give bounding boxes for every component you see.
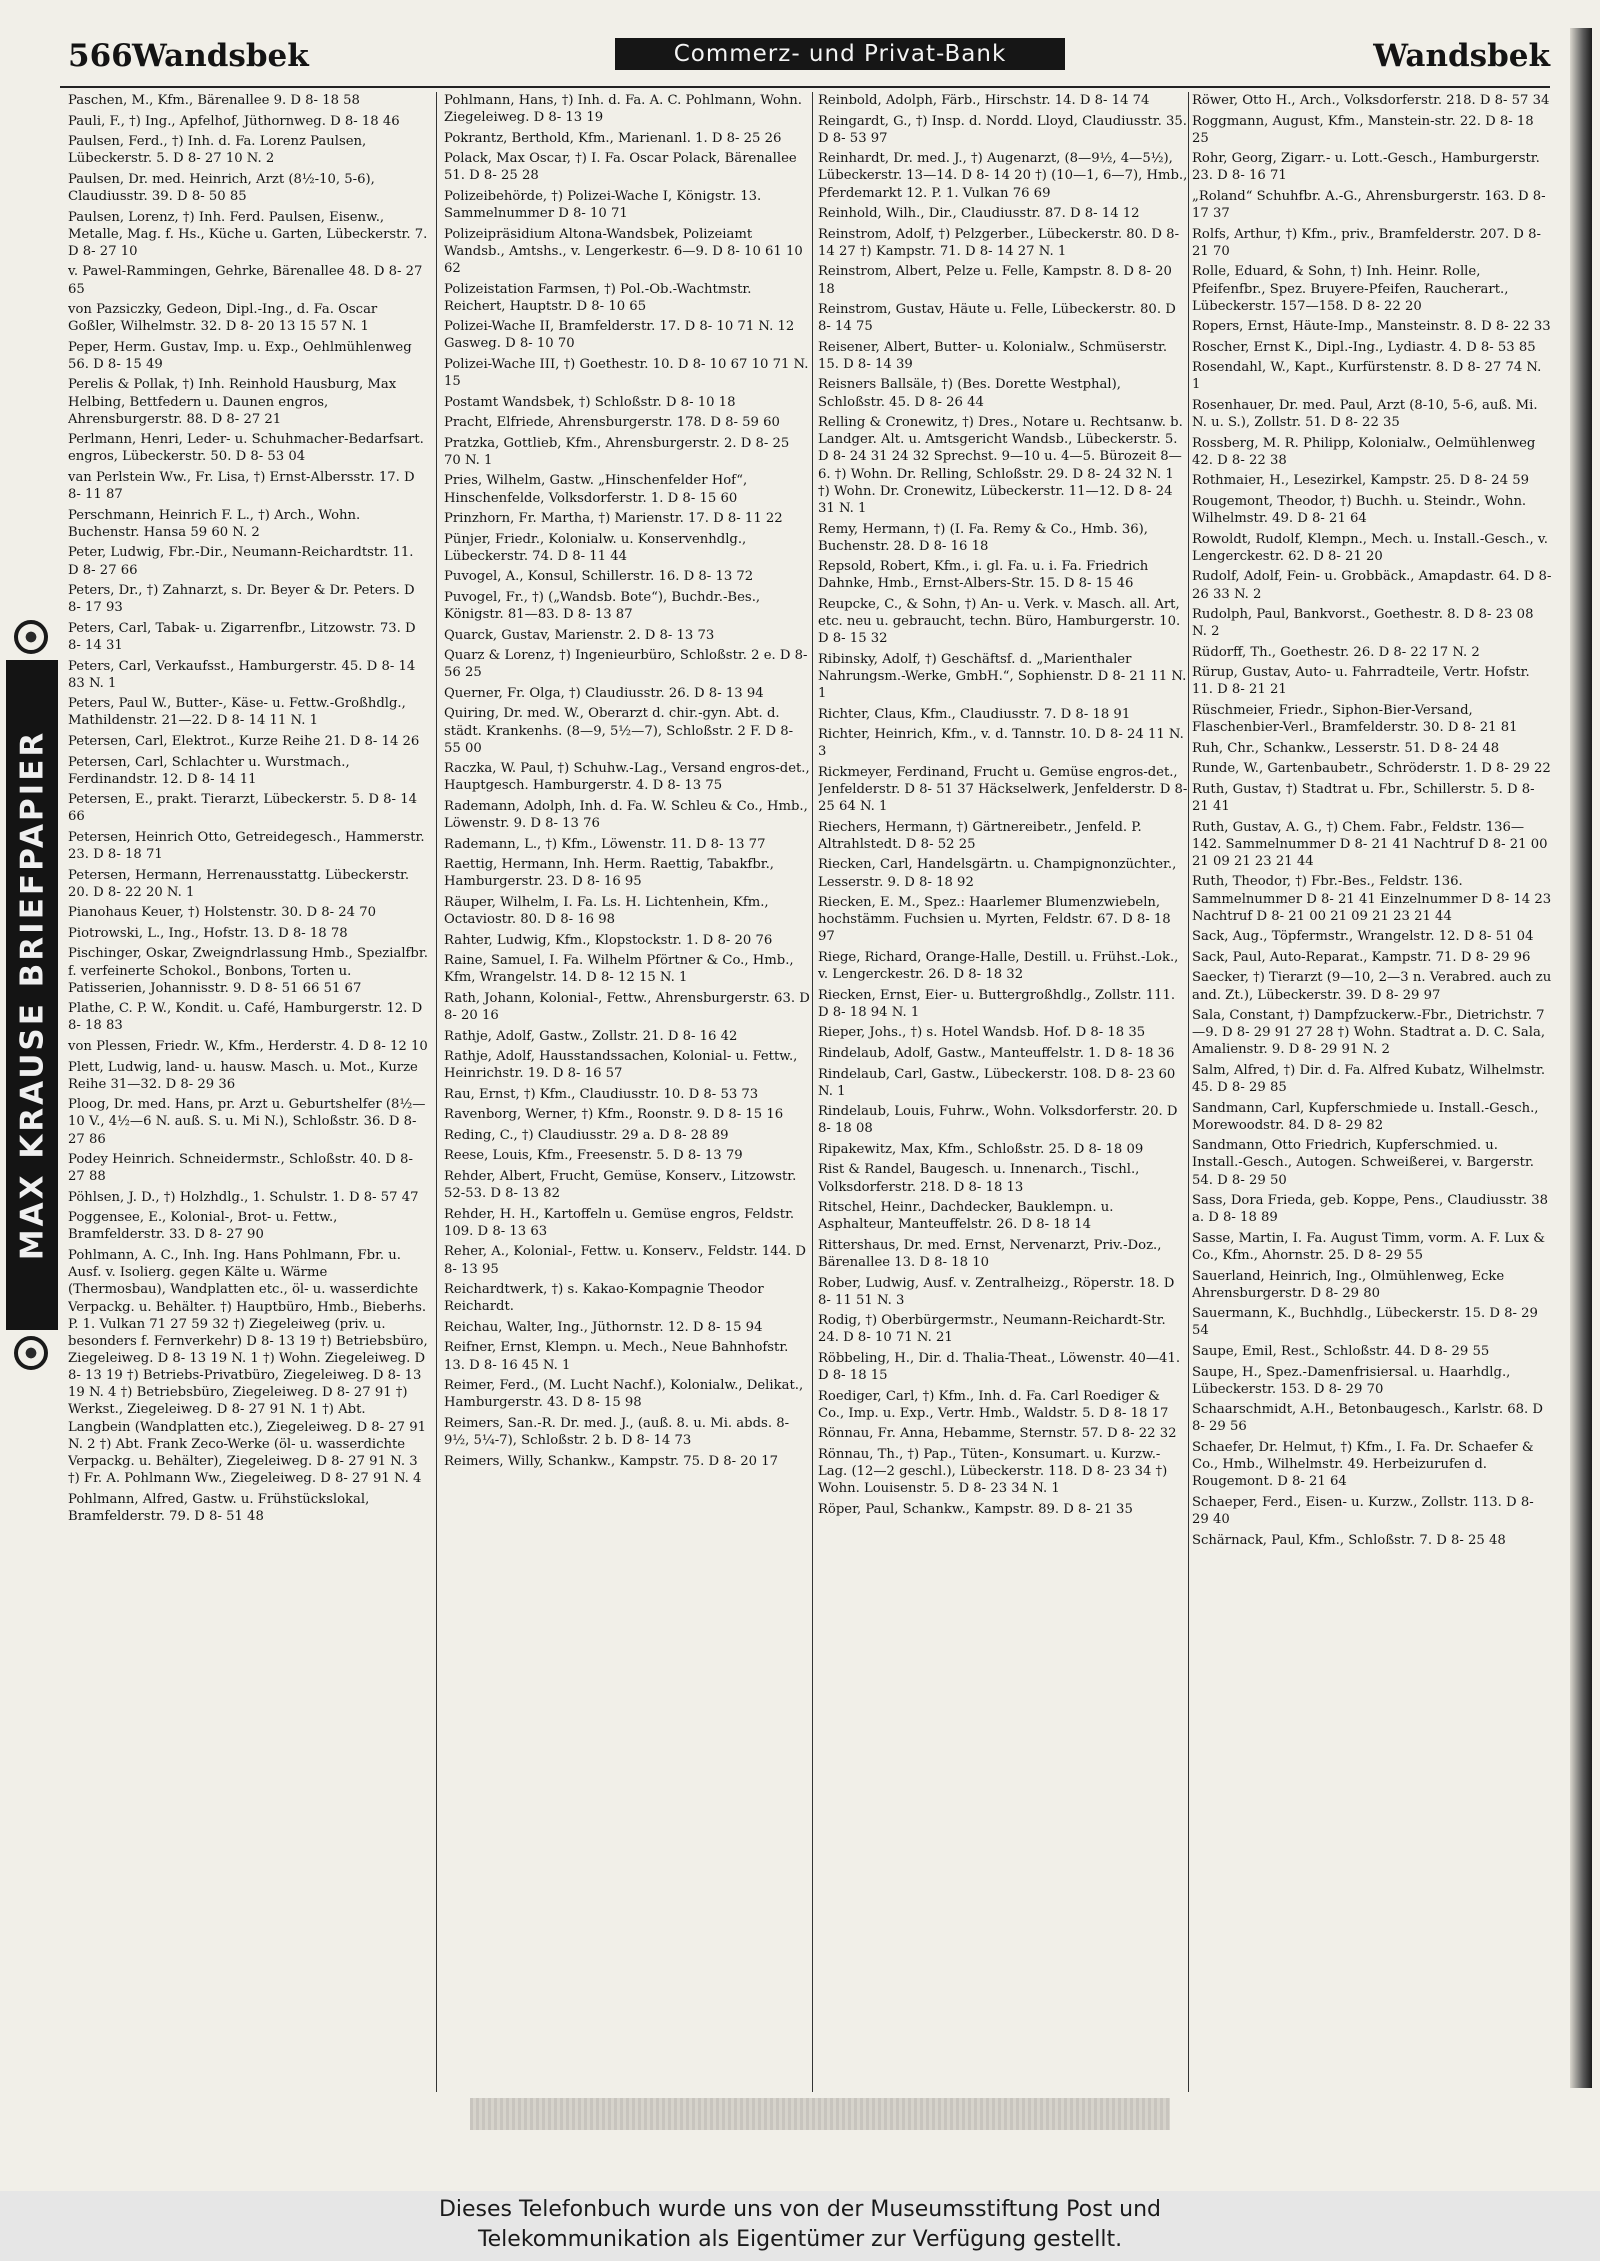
directory-entry: Sasse, Martin, I. Fa. August Timm, vorm. A. F. Lux & Co., Kfm., Ahornstr. 25. D 8- 29 55	[1192, 1230, 1545, 1264]
directory-entry: Rothmaier, H., Lesezirkel, Kampstr. 25. D 8- 24 59	[1192, 473, 1530, 489]
directory-entry: Saupe, H., Spez.-Damenfrisiersal. u. Haarhdlg., Lübeckerstr. 153. D 8- 29 70	[1192, 1364, 1511, 1397]
directory-entry: Reisener, Albert, Butter- u. Kolonialw., Schmüserstr. 15. D 8- 14 39	[818, 339, 1168, 372]
directory-entry: Paulsen, Lorenz, †) Inh. Ferd. Paulsen, Eisenw., Metalle, Mag. f. Hs., Küche u. Garten, Lübeckerstr. 7. D 8- 27 10	[68, 209, 428, 259]
directory-entry: Prinzhorn, Fr. Martha, †) Marienstr. 17. D 8- 11 22	[444, 511, 783, 527]
directory-entry: Salm, Alfred, †) Dir. d. Fa. Alfred Kubatz, Wilhelmstr. 45. D 8- 29 85	[1192, 1062, 1546, 1096]
directory-entry: Rolle, Eduard, & Sohn, †) Inh. Heinr. Rolle, Pfeifenfbr., Spez. Bruyere-Pfeifen, Raucherart., Lübeckerstr. 157—158. D 8- 22 20	[1192, 264, 1509, 314]
directory-entry: „Roland“ Schuhfbr. A.-G., Ahrensburgerstr. 163. D 8- 17 37	[1192, 188, 1546, 222]
directory-entry: Pauli, F., †) Ing., Apfelhof, Jüthornweg. D 8- 18 46	[68, 113, 400, 129]
directory-entry: Saecker, †) Tierarzt (9—10, 2—3 n. Verabred. auch zu and. Zt.), Lübeckerstr. 39. D 8- 29 97	[1192, 970, 1552, 1003]
directory-entry: Rau, Ernst, †) Kfm., Claudiusstr. 10. D 8- 53 73	[444, 1086, 759, 1102]
directory-entry: von Plessen, Friedr. W., Kfm., Herderstr. 4. D 8- 12 10	[68, 1038, 428, 1054]
directory-entry: Rindelaub, Carl, Gastw., Lübeckerstr. 108. D 8- 23 60 N. 1	[818, 1066, 1176, 1099]
directory-entry: Petersen, Heinrich Otto, Getreidegesch., Hammerstr. 23. D 8- 18 71	[68, 829, 425, 863]
directory-column-2	[444, 92, 810, 2097]
directory-entry: v. Pawel-Rammingen, Gehrke, Bärenallee 48. D 8- 27 65	[68, 264, 423, 297]
directory-entry: Rohr, Georg, Zigarr.- u. Lott.-Gesch., Hamburgerstr. 23. D 8- 16 71	[1192, 151, 1540, 184]
binding-ring-icon	[14, 620, 48, 654]
directory-entry: Schaarschmidt, A.H., Betonbaugesch., Karlstr. 68. D 8- 29 56	[1192, 1402, 1543, 1435]
directory-entry: Riecken, E. M., Spez.: Haarlemer Blumenzwiebeln, hochstämm. Fuchsien u. Myrten, Feldstr. 67. D 8- 18 97	[818, 895, 1171, 945]
directory-entry: Quarz & Lorenz, †) Ingenieurbüro, Schloßstr. 2 e. D 8- 56 25	[444, 648, 808, 681]
directory-entry: Pünjer, Friedr., Kolonialw. u. Konservenhdlg., Lübeckerstr. 74. D 8- 11 44	[444, 531, 747, 564]
directory-entry: Quarck, Gustav, Marienstr. 2. D 8- 13 73	[444, 627, 715, 643]
directory-entry: von Pazsiczky, Gedeon, Dipl.-Ing., d. Fa. Oscar Goßler, Wilhelmstr. 32. D 8- 20 13 15 57 N. 1	[68, 302, 378, 335]
directory-entry: Ruth, Gustav, A. G., †) Chem. Fabr., Feldstr. 136—142. Sammelnummer D 8- 21 41 Nachtruf D 8- 21 00 21 09 21 23 21 44	[1192, 819, 1548, 869]
directory-entry: Röbbeling, H., Dir. d. Thalia-Theat., Löwenstr. 40—41. D 8- 18 15	[818, 1350, 1181, 1384]
directory-entry: Reimers, San.-R. Dr. med. J., (auß. 8. u. Mi. abds. 8-9½, 5¼-7), Schloßstr. 2 b. D 8- 14 73	[444, 1415, 790, 1448]
directory-entry: Rüdorff, Th., Goethestr. 26. D 8- 22 17 N. 2	[1192, 644, 1480, 660]
directory-entry: Raettig, Hermann, Inh. Herm. Raettig, Tabakfbr., Hamburgerstr. 23. D 8- 16 95	[444, 857, 774, 890]
directory-entry: Rittershaus, Dr. med. Ernst, Nervenarzt, Priv.-Doz., Bärenallee 13. D 8- 18 10	[818, 1237, 1162, 1271]
directory-entry: Rath, Johann, Kolonial-, Fettw., Ahrensburgerstr. 63. D 8- 20 16	[444, 990, 810, 1024]
directory-entry: Pöhlsen, J. D., †) Holzhdlg., 1. Schulstr. 1. D 8- 57 47	[68, 1189, 419, 1205]
place-heading-right: Wandsbek	[1373, 38, 1550, 74]
directory-entry: Rodig, †) Oberbürgermstr., Neumann-Reichardt-Str. 24. D 8- 10 71 N. 21	[818, 1313, 1166, 1346]
side-advertisement	[6, 660, 58, 1330]
directory-entry: Piotrowski, L., Ing., Hofstr. 13. D 8- 18 78	[68, 925, 348, 941]
directory-entry: Ripakewitz, Max, Kfm., Schloßstr. 25. D 8- 18 09	[818, 1141, 1144, 1157]
directory-entry: Remy, Hermann, †) (I. Fa. Remy & Co., Hmb. 36), Buchenstr. 28. D 8- 16 18	[818, 521, 1148, 554]
directory-entry: Peper, Herm. Gustav, Imp. u. Exp., Oehlmühlenweg 56. D 8- 15 49	[68, 339, 412, 372]
directory-entry: Peters, Paul W., Butter-, Käse- u. Fettw.-Großhdlg., Mathildenstr. 21—22. D 8- 14 11 N. 1	[68, 696, 406, 729]
directory-entry: Sandmann, Carl, Kupferschmiede u. Install.-Gesch., Morewoodstr. 84. D 8- 29 82	[1192, 1100, 1539, 1133]
directory-entry: Rosenhauer, Dr. med. Paul, Arzt (8-10, 5-6, auß. Mi. N. u. S.), Zollstr. 51. D 8- 22 35	[1192, 398, 1538, 431]
directory-entry: Rudolph, Paul, Bankvorst., Goethestr. 8. D 8- 23 08 N. 2	[1192, 607, 1534, 640]
directory-entry: Pries, Wilhelm, Gastw. „Hinschenfelder Hof“, Hinschenfelde, Volksdorferstr. 1. D 8- 15 60	[444, 473, 748, 506]
scan-artifact	[470, 2098, 1170, 2130]
directory-entry: Rathje, Adolf, Gastw., Zollstr. 21. D 8- 16 42	[444, 1028, 738, 1044]
directory-entry: Peters, Dr., †) Zahnarzt, s. Dr. Beyer & Dr. Peters. D 8- 17 93	[68, 583, 415, 616]
directory-entry: Reimer, Ferd., (M. Lucht Nachf.), Kolonialw., Delikat., Hamburgerstr. 43. D 8- 15 98	[444, 1378, 804, 1411]
directory-entry: Rindelaub, Adolf, Gastw., Manteuffelstr. 1. D 8- 18 36	[818, 1045, 1175, 1061]
directory-entry: Riege, Richard, Orange-Halle, Destill. u. Frühst.-Lok., v. Lengerckestr. 26. D 8- 18 32	[818, 950, 1179, 983]
directory-entry: Paschen, M., Kfm., Bärenallee 9. D 8- 18 58	[68, 93, 360, 108]
directory-entry: Reisners Ballsäle, †) (Bes. Dorette Westphal), Schloßstr. 45. D 8- 26 44	[818, 377, 1121, 410]
directory-entry: Reichau, Walter, Ing., Jüthornstr. 12. D 8- 15 94	[444, 1319, 763, 1335]
directory-entry: Reinhardt, Dr. med. J., †) Augenarzt, (8—9½, 4—5½), Lübeckerstr. 13—14. D 8- 14 20 †) (10—1, 6—7), Hmb., Pferdemarkt 12. P. 1. Vulkan 76 69	[818, 151, 1188, 201]
column-divider	[812, 92, 813, 2092]
directory-entry: Schärnack, Paul, Kfm., Schloßstr. 7. D 8- 25 48	[1192, 1532, 1506, 1548]
archive-note: Dieses Telefonbuch wurde uns von der Museumsstiftung Post und Telekommunikation als Eigentümer zur Verfügung gestellt.	[438, 2197, 1162, 2252]
directory-entry: Pohlmann, A. C., Inh. Ing. Hans Pohlmann, Fbr. u. Ausf. v. Isolierg. gegen Kälte u. Wärme (Thermosbau), Wandplatten etc., öl- u. wasserdichte Verpackg. u. Behälter. †) Hauptbüro, Hmb., Bieberhs. P. 1. Vulkan 71 27 59 32 †) Ziegeleiweg (priv. u. besonders f. Fernverkehr) D 8- 13 19 †) Betriebsbüro, Ziegeleiweg. D 8- 13 19 N. 1 †) Wohn. Ziegeleiweg. D 8- 13 19 †) Betriebs-Privatbüro, Ziegeleiweg. D 8- 13 19 N. 4 †) Betriebsbüro, Ziegeleiweg. D 8- 27 91 †) Werkst., Ziegeleiweg. D 8- 27 91 N. 1 †) Abt. Langbein (Wandplatten etc.), Ziegeleiweg. D 8- 27 91 N. 2 †) Abt. Frank Zeco-Werke (öl- u. wasserdichte Verpackg. u. Behälter), Ziegeleiweg. D 8- 27 91 N. 3 †) Fr. A. Pohlmann Ww., Ziegeleiweg. D 8- 27 91 N. 4	[68, 1248, 428, 1487]
directory-entry: Rossberg, M. R. Philipp, Kolonialw., Oelmühlenweg 42. D 8- 22 38	[1192, 435, 1536, 468]
directory-entry: Peters, Carl, Verkaufsst., Hamburgerstr. 45. D 8- 14 83 N. 1	[68, 658, 416, 691]
directory-entry: Petersen, E., prakt. Tierarzt, Lübeckerstr. 5. D 8- 14 66	[68, 792, 417, 825]
directory-entry: Reichardtwerk, †) s. Kakao-Kompagnie Theodor Reichardt.	[444, 1282, 764, 1315]
directory-entry: Repsold, Robert, Kfm., i. gl. Fa. u. i. Fa. Friedrich Dahnke, Hmb., Ernst-Albers-Str. 15. D 8- 15 46	[818, 559, 1149, 592]
directory-entry: Sack, Aug., Töpfermstr., Wrangelstr. 12. D 8- 51 04	[1192, 929, 1534, 945]
directory-entry: Polizei-Wache III, †) Goethestr. 10. D 8- 10 67 10 71 N. 15	[444, 356, 809, 390]
directory-entry: Roscher, Ernst K., Dipl.-Ing., Lydiastr. 4. D 8- 53 85	[1192, 339, 1536, 355]
directory-entry: Rindelaub, Louis, Fuhrw., Wohn. Volksdorferstr. 20. D 8- 18 08	[818, 1104, 1178, 1137]
place-heading-left: Wandsbek	[132, 38, 309, 74]
directory-entry: Pischinger, Oskar, Zweigndrlassung Hmb., Spezialfbr. f. verfeinerte Schokol., Bonbons, Torten u. Patisserien, Johannisstr. 9. D 8- 51 66 51 67	[68, 946, 428, 996]
directory-entry: Schaefer, Dr. Helmut, †) Kfm., I. Fa. Dr. Schaefer & Co., Hmb., Wilhelmstr. 49. Herbeizurufen d. Rougemont. D 8- 21 64	[1192, 1439, 1534, 1490]
directory-entry: Rehder, Albert, Frucht, Gemüse, Konserv., Litzowstr. 52-53. D 8- 13 82	[444, 1169, 797, 1202]
directory-entry: Peters, Carl, Tabak- u. Zigarrenfbr., Litzowstr. 73. D 8- 14 31	[68, 620, 416, 653]
directory-entry: Pohlmann, Hans, †) Inh. d. Fa. A. C. Pohlmann, Wohn. Ziegeleiweg. D 8- 13 19	[444, 93, 802, 126]
directory-entry: Perelis & Pollak, †) Inh. Reinhold Hausburg, Max Helbing, Bettfedern u. Daunen engros, Ahrensburgerstr. 88. D 8- 27 21	[68, 377, 397, 427]
directory-entry: Richter, Heinrich, Kfm., v. d. Tannstr. 10. D 8- 24 11 N. 3	[818, 727, 1184, 760]
directory-entry: Pianohaus Keuer, †) Holstenstr. 30. D 8- 24 70	[68, 905, 377, 921]
directory-entry: Rönnau, Th., †) Pap., Tüten-, Konsumart. u. Kurzw.-Lag. (12—2 geschl.), Lübeckerstr. 118. D 8- 23 34 †) Wohn. Louisenstr. 5. D 8- 23 34 N. 1	[818, 1446, 1168, 1497]
directory-entry: Sala, Constant, †) Dampfzuckerw.-Fbr., Dietrichstr. 7—9. D 8- 29 91 27 28 †) Wohn. Stadtrat a. D. C. Sala, Amalienstr. 9. D 8- 29 91 N. 2	[1192, 1008, 1546, 1058]
page-number: 566	[68, 38, 133, 74]
directory-entry: Röper, Paul, Schankw., Kampstr. 89. D 8- 21 35	[818, 1501, 1133, 1517]
directory-entry: Polizeipräsidium Altona-Wandsbek, Polizeiamt Wandsb., Amtshs., v. Lengerkestr. 6—9. D 8- 10 61 10 62	[444, 226, 803, 276]
directory-entry: Rudolf, Adolf, Fein- u. Grobbäck., Amapdastr. 64. D 8- 26 33 N. 2	[1192, 569, 1552, 602]
directory-entry: Reinbold, Adolph, Färb., Hirschstr. 14. D 8- 14 74	[818, 93, 1150, 108]
column-divider	[436, 92, 437, 2092]
page-binding-edge	[1570, 28, 1592, 2088]
directory-entry: Poggensee, E., Kolonial-, Brot- u. Fettw., Bramfelderstr. 33. D 8- 27 90	[68, 1210, 338, 1243]
directory-entry: Reinstrom, Gustav, Häute u. Felle, Lübeckerstr. 80. D 8- 14 75	[818, 302, 1176, 335]
directory-entry: Roggmann, August, Kfm., Manstein-str. 22. D 8- 18 25	[1192, 113, 1534, 146]
directory-entry: Puvogel, Fr., †) („Wandsb. Bote“), Buchdr.-Bes., Königstr. 81—83. D 8- 13 87	[444, 589, 761, 623]
header-rule	[60, 86, 1550, 88]
directory-entry: Rober, Ludwig, Ausf. v. Zentralheizg., Röperstr. 18. D 8- 11 51 N. 3	[818, 1275, 1175, 1308]
directory-entry: Podey Heinrich. Schneidermstr., Schloßstr. 40. D 8- 27 88	[68, 1152, 413, 1185]
directory-entry: Polizeibehörde, †) Polizei-Wache I, Königstr. 13. Sammelnummer D 8- 10 71	[444, 188, 762, 222]
directory-entry: Rademann, Adolph, Inh. d. Fa. W. Schleu & Co., Hmb., Löwenstr. 9. D 8- 13 76	[444, 798, 808, 832]
directory-entry: Rathje, Adolf, Hausstandssachen, Kolonial- u. Fettw., Heinrichstr. 19. D 8- 16 57	[444, 1049, 798, 1082]
directory-entry: Ropers, Ernst, Häute-Imp., Mansteinstr. 8. D 8- 22 33	[1192, 319, 1551, 335]
directory-entry: Sauermann, K., Buchhdlg., Lübeckerstr. 15. D 8- 29 54	[1192, 1306, 1538, 1339]
directory-entry: Röwer, Otto H., Arch., Volksdorferstr. 218. D 8- 57 34	[1192, 93, 1550, 108]
side-advertisement-text: MAX KRAUSE BRIEFPAPIER	[14, 729, 50, 1261]
directory-entry: Ruth, Gustav, †) Stadtrat u. Fbr., Schillerstr. 5. D 8- 21 41	[1192, 781, 1535, 814]
directory-entry: Rickmeyer, Ferdinand, Frucht u. Gemüse engros-det., Jenfelderstr. D 8- 51 37 Häckselwerk, Jenfelderstr. D 8- 25 64 N. 1	[818, 764, 1188, 815]
directory-entry: Perlmann, Henri, Leder- u. Schuhmacher-Bedarfsart. engros, Lübeckerstr. 50. D 8- 53 04	[68, 432, 424, 465]
directory-entry: Sack, Paul, Auto-Reparat., Kampstr. 71. D 8- 29 96	[1192, 949, 1531, 965]
directory-entry: Rosendahl, W., Kapt., Kurfürstenstr. 8. D 8- 27 74 N. 1	[1192, 360, 1542, 393]
directory-entry: Pohlmann, Alfred, Gastw. u. Frühstückslokal, Bramfelderstr. 79. D 8- 51 48	[68, 1491, 370, 1524]
page-header	[60, 34, 1550, 80]
directory-entry: Reinstrom, Adolf, †) Pelzgerber., Lübeckerstr. 80. D 8- 14 27 †) Kampstr. 71. D 8- 14 27 N. 1	[818, 226, 1180, 259]
directory-entry: Plathe, C. P. W., Kondit. u. Café, Hamburgerstr. 12. D 8- 18 83	[68, 1001, 423, 1034]
directory-entry: Rahter, Ludwig, Kfm., Klopstockstr. 1. D 8- 20 76	[444, 932, 773, 948]
directory-entry: Petersen, Hermann, Herrenausstattg. Lübeckerstr. 20. D 8- 22 20 N. 1	[68, 867, 410, 900]
directory-entry: Quiring, Dr. med. W., Oberarzt d. chir.-gyn. Abt. d. städt. Krankenhs. (8—9, 5½—7), Schloßstr. 2 F. D 8- 55 00	[444, 706, 794, 756]
directory-column-3	[818, 92, 1188, 2097]
directory-entry: Räuper, Wilhelm, I. Fa. Ls. H. Lichtenhein, Kfm., Octaviostr. 80. D 8- 16 98	[444, 894, 769, 928]
directory-entry: Rist & Randel, Baugesch. u. Innenarch., Tischl., Volksdorferstr. 218. D 8- 18 13	[818, 1162, 1140, 1195]
directory-entry: Ravenborg, Werner, †) Kfm., Roonstr. 9. D 8- 15 16	[444, 1107, 784, 1123]
directory-entry: Reinstrom, Albert, Pelze u. Felle, Kampstr. 8. D 8- 20 18	[818, 264, 1172, 297]
directory-entry: Pratzka, Gottlieb, Kfm., Ahrensburgerstr. 2. D 8- 25 70 N. 1	[444, 435, 790, 468]
directory-entry: Reingardt, G., †) Insp. d. Nordd. Lloyd, Claudiusstr. 35. D 8- 53 97	[818, 113, 1187, 146]
directory-entry: Riecken, Carl, Handelsgärtn. u. Champignonzüchter., Lesserstr. 9. D 8- 18 92	[818, 857, 1177, 890]
directory-entry: Rademann, L., †) Kfm., Löwenstr. 11. D 8- 13 77	[444, 836, 766, 852]
directory-entry: Roediger, Carl, †) Kfm., Inh. d. Fa. Carl Roediger & Co., Imp. u. Exp., Vertr. Hmb., Waldstr. 5. D 8- 18 17	[818, 1388, 1169, 1421]
directory-entry: Raine, Samuel, I. Fa. Wilhelm Pförtner & Co., Hmb., Kfm, Wrangelstr. 14. D 8- 12 15 N. 1	[444, 953, 794, 986]
directory-entry: Postamt Wandsbek, †) Schloßstr. D 8- 10 18	[444, 394, 736, 410]
directory-entry: Riechers, Hermann, †) Gärtnereibetr., Jenfeld. P. Altrahlstedt. D 8- 52 25	[818, 819, 1142, 852]
directory-entry: Petersen, Carl, Schlachter u. Wurstmach., Ferdinandstr. 12. D 8- 14 11	[68, 754, 350, 787]
directory-entry: Sandmann, Otto Friedrich, Kupferschmied. u. Install.-Gesch., Autogen. Schweißerei, v. Bargerstr. 54. D 8- 29 50	[1192, 1138, 1534, 1188]
directory-entry: Polack, Max Oscar, †) I. Fa. Oscar Polack, Bärenallee 51. D 8- 25 28	[444, 151, 797, 184]
binding-ring-icon	[14, 1336, 48, 1370]
directory-entry: Richter, Claus, Kfm., Claudiusstr. 7. D 8- 18 91	[818, 706, 1131, 722]
directory-entry: Polizeistation Farmsen, †) Pol.-Ob.-Wachtmstr. Reichert, Hauptstr. D 8- 10 65	[444, 281, 752, 314]
directory-entry: Rougemont, Theodor, †) Buchh. u. Steindr., Wohn. Wilhelmstr. 49. D 8- 21 64	[1192, 493, 1527, 527]
directory-entry: Pokrantz, Berthold, Kfm., Marienanl. 1. D 8- 25 26	[444, 130, 782, 146]
directory-entry: Raczka, W. Paul, †) Schuhw.-Lag., Versand engros-det., Hauptgesch. Hamburgerstr. 4. D 8- 13 75	[444, 761, 810, 794]
directory-entry: Sauerland, Heinrich, Ing., Olmühlenweg, Ecke Ahrensburgerstr. D 8- 29 80	[1192, 1268, 1505, 1301]
directory-entry: Paulsen, Ferd., †) Inh. d. Fa. Lorenz Paulsen, Lübeckerstr. 5. D 8- 27 10 N. 2	[68, 134, 367, 167]
directory-entry: van Perlstein Ww., Fr. Lisa, †) Ernst-Albersstr. 17. D 8- 11 87	[68, 470, 415, 503]
directory-entry: Rürup, Gustav, Auto- u. Fahrradteile, Vertr. Hofstr. 11. D 8- 21 21	[1192, 665, 1530, 698]
directory-entry: Riecken, Ernst, Eier- u. Buttergroßhdlg., Zollstr. 111. D 8- 18 94 N. 1	[818, 987, 1176, 1020]
directory-entry: Polizei-Wache II, Bramfelderstr. 17. D 8- 10 71 N. 12 Gasweg. D 8- 10 70	[444, 319, 795, 352]
directory-entry: Reher, A., Kolonial-, Fettw. u. Konserv., Feldstr. 144. D 8- 13 95	[444, 1244, 806, 1277]
directory-entry: Reimers, Willy, Schankw., Kampstr. 75. D 8- 20 17	[444, 1453, 779, 1469]
directory-entry: Ribinsky, Adolf, †) Geschäftsf. d. „Marienthaler Nahrungsm.-Werke, GmbH.“, Sophienstr. D 8- 21 11 N. 1	[818, 651, 1187, 702]
directory-entry: Saupe, Emil, Rest., Schloßstr. 44. D 8- 29 55	[1192, 1343, 1490, 1359]
directory-entry: Rönnau, Fr. Anna, Hebamme, Sternstr. 57. D 8- 22 32	[818, 1426, 1177, 1442]
directory-entry: Ruh, Chr., Schankw., Lesserstr. 51. D 8- 24 48	[1192, 740, 1500, 756]
directory-entry: Reese, Louis, Kfm., Freesenstr. 5. D 8- 13 79	[444, 1148, 743, 1164]
directory-entry: Reifner, Ernst, Klempn. u. Mech., Neue Bahnhofstr. 13. D 8- 16 45 N. 1	[444, 1340, 789, 1373]
directory-entry: Reupcke, C., & Sohn, †) An- u. Verk. v. Masch. all. Art, etc. neu u. gebraucht, techn. Büro, Hamburgerstr. 10. D 8- 15 32	[818, 596, 1181, 647]
directory-entry: Reinhold, Wilh., Dir., Claudiusstr. 87. D 8- 14 12	[818, 206, 1140, 222]
directory-entry: Ploog, Dr. med. Hans, pr. Arzt u. Geburtshelfer (8½—10 V., 4½—6 N. auß. S. u. Mi N.), Schloßstr. 36. D 8- 27 86	[68, 1097, 426, 1147]
directory-entry: Runde, W., Gartenbaubetr., Schröderstr. 1. D 8- 29 22	[1192, 761, 1551, 777]
directory-entry: Puvogel, A., Konsul, Schillerstr. 16. D 8- 13 72	[444, 569, 754, 585]
directory-entry: Rehder, H. H., Kartoffeln u. Gemüse engros, Feldstr. 109. D 8- 13 63	[444, 1206, 795, 1239]
directory-entry: Reding, C., †) Claudiusstr. 29 a. D 8- 28 89	[444, 1127, 729, 1143]
directory-entry: Relling & Cronewitz, †) Dres., Notare u. Rechtsanw. b. Landger. Alt. u. Amtsgericht Wandsb., Lübeckerstr. 5. D 8- 24 31 24 32 Sprechst. 9—10 u. 4—5. Bürozeit 8—6. †) Wohn. Dr. Relling, Schloßstr. 29. D 8- 24 32 N. 1 †) Wohn. Dr. Cronewitz, Lübeckerstr. 11—12. D 8- 24 31 N. 1	[818, 415, 1183, 516]
directory-entry: Pracht, Elfriede, Ahrensburgerstr. 178. D 8- 59 60	[444, 415, 780, 431]
directory-entry: Rüschmeier, Friedr., Siphon-Bier-Versand, Flaschenbier-Verl., Bramfelderstr. 30. D 8- 21 81	[1192, 703, 1518, 736]
directory-entry: Rieper, Johs., †) s. Hotel Wandsb. Hof. D 8- 18 35	[818, 1025, 1146, 1041]
directory-entry: Peter, Ludwig, Fbr.-Dir., Neumann-Reichardtstr. 11. D 8- 27 66	[68, 545, 414, 578]
archive-footer	[0, 2191, 1600, 2261]
directory-entry: Paulsen, Dr. med. Heinrich, Arzt (8½-10, 5-6), Claudiusstr. 39. D 8- 50 85	[68, 171, 375, 204]
directory-column-1	[68, 92, 428, 2097]
bank-advertisement-banner: Commerz- und Privat-Bank	[615, 38, 1065, 70]
directory-entry: Sass, Dora Frieda, geb. Koppe, Pens., Claudiusstr. 38 a. D 8- 18 89	[1192, 1193, 1549, 1226]
directory-entry: Perschmann, Heinrich F. L., †) Arch., Wohn. Buchenstr. Hansa 59 60 N. 2	[68, 507, 361, 540]
directory-entry: Ruth, Theodor, †) Fbr.-Bes., Feldstr. 136. Sammelnummer D 8- 21 41 Einzelnummer D 8- 14 23 Nachtruf D 8- 21 00 21 09 21 23 21 44	[1192, 874, 1552, 924]
directory-entry: Rowoldt, Rudolf, Klempn., Mech. u. Install.-Gesch., v. Lengerckestr. 62. D 8- 21 20	[1192, 531, 1548, 564]
directory-entry: Ritschel, Heinr., Dachdecker, Bauklempn. u. Asphalteur, Manteuffelstr. 26. D 8- 18 14	[818, 1200, 1114, 1233]
directory-entry: Schaeper, Ferd., Eisen- u. Kurzw., Zollstr. 113. D 8- 29 40	[1192, 1494, 1534, 1527]
directory-column-4	[1192, 92, 1552, 2097]
directory-entry: Rolfs, Arthur, †) Kfm., priv., Bramfelderstr. 207. D 8- 21 70	[1192, 226, 1541, 259]
directory-entry: Plett, Ludwig, land- u. hausw. Masch. u. Mot., Kurze Reihe 31—32. D 8- 29 36	[68, 1059, 418, 1092]
directory-entry: Querner, Fr. Olga, †) Claudiusstr. 26. D 8- 13 94	[444, 685, 764, 701]
column-divider	[1188, 92, 1189, 2092]
directory-entry: Petersen, Carl, Elektrot., Kurze Reihe 21. D 8- 14 26	[68, 733, 420, 749]
